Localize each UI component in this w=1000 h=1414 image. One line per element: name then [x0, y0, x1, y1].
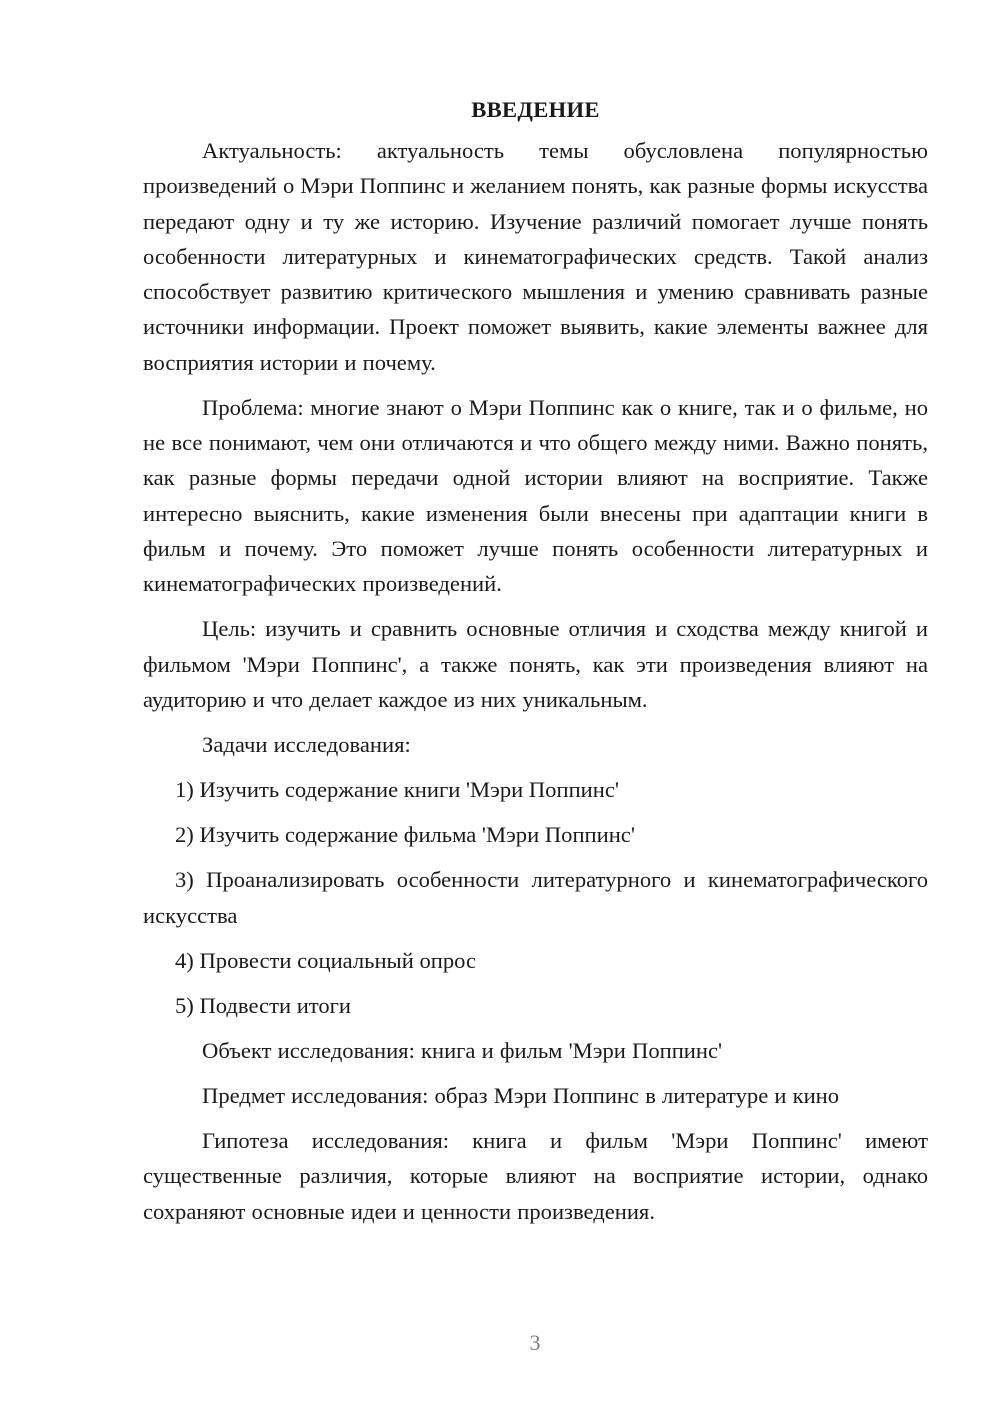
- subject-paragraph: Предмет исследования: образ Мэри Поппинс в литературе и кино: [202, 1083, 840, 1109]
- task-item-1: 1) Изучить содержание книги 'Мэри Поппинс': [175, 777, 619, 803]
- page-number: 3: [529, 1330, 541, 1355]
- task-item-3: 3) Проанализировать особенности литературного и кинематографического искусства: [143, 867, 928, 928]
- tasks-title: Задачи исследования:: [202, 732, 411, 758]
- object-paragraph: Объект исследования: книга и фильм 'Мэри Поппинс': [202, 1038, 723, 1063]
- problem-paragraph: Проблема: многие знают о Мэри Поппинс как о книге, так и о фильме, но не все понимают, чем они отличаются и что общего между ними. Важно понять, как разные формы передачи одной истории влияют на восприятие. Также интересно выяснить, какие изменения были внесены при адаптации книги в фильм и почему. Это поможет лучше понять особенности литературных и кинематографических произведений.: [143, 394, 928, 597]
- section-heading: ВВЕДЕНИЕ: [471, 97, 600, 122]
- task-item-4: 4) Провести социальный опрос: [175, 947, 477, 973]
- goal-paragraph: Цель: изучить и сравнить основные отличия и сходства между книгой и фильмом 'Мэри Поппинс', а также понять, как эти произведения влияют на аудиторию и что делает каждое из них уникальным.: [143, 616, 928, 713]
- task-item-5: 5) Подвести итоги: [175, 992, 352, 1018]
- task-item-2: 2) Изучить содержание фильма 'Мэри Поппинс': [175, 822, 635, 848]
- hypothesis-paragraph: Гипотеза исследования: книга и фильм 'Мэри Поппинс' имеют существенные различия, которые влияют на восприятие истории, однако сохраняют основные идеи и ценности произведения.: [143, 1128, 928, 1224]
- document-body: [143, 92, 928, 1239]
- relevance-paragraph: Актуальность: актуальность темы обусловлена популярностью произведений о Мэри Поппинс и желанием понять, как разные формы искусства передают одну и ту же историю. Изучение различий помогает лучше понять особенности литературных и кинематографических средств. Такой анализ способствует развитию критического мышления и умению сравнивать разные источники информации. Проект поможет выявить, какие элементы важнее для восприятия истории и почему.: [143, 138, 928, 375]
